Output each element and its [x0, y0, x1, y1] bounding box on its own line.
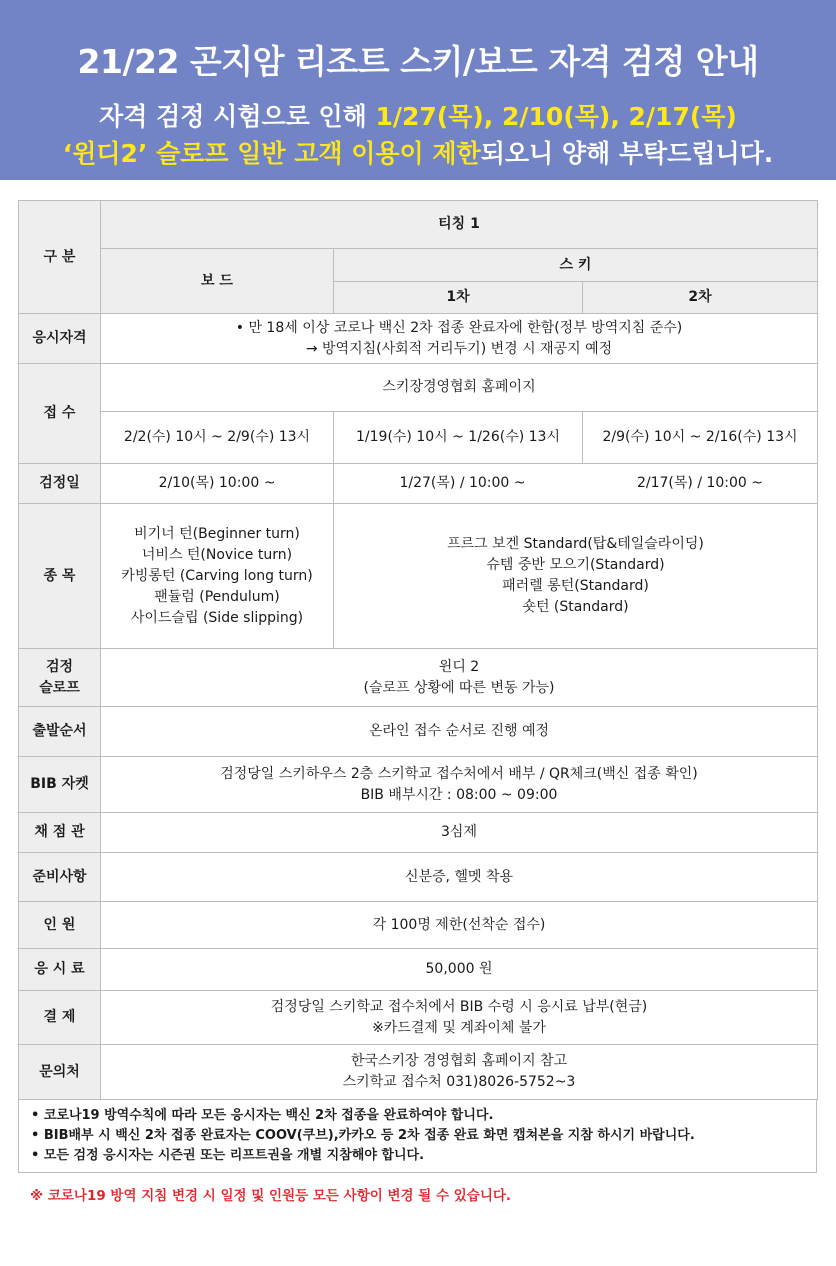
page-title: 21/22 곤지암 리조트 스키/보드 자격 검정 안내 [77, 42, 759, 81]
notice-restriction: ‘윈디2’ 슬로프 일반 고객 이용이 제한 [62, 139, 481, 168]
contact-line-2: 스키학교 접수처 031)8026-5752~3 [342, 1074, 576, 1090]
contact-line-1: 한국스키장 경영협회 홈페이지 참고 [350, 1053, 568, 1069]
ski-round-1-header: 1차 [334, 282, 583, 314]
judges-label: 채 점 관 [19, 813, 101, 853]
ski-round-2-header: 2차 [583, 282, 818, 314]
preparation-label: 준비사항 [19, 853, 101, 902]
slope-label-line-2: 슬로프 [39, 679, 80, 696]
start-order-label: 출발순서 [19, 707, 101, 757]
exam-date-ski-2: 2/17(목) / 10:00 ~ [636, 475, 764, 491]
note-3: • 모든 검정 응시자는 시즌권 또는 리프트권을 개별 지참해야 합니다. [31, 1148, 425, 1163]
notice-line-2-suffix: 되오니 양해 부탁드립니다. [480, 139, 774, 168]
exam-date-label: 검정일 [19, 464, 101, 504]
event-ski-4: 숏턴 (Standard) [522, 599, 629, 615]
contact-label: 문의처 [19, 1045, 101, 1100]
eligibility-label: 응시자격 [19, 314, 101, 364]
event-ski-1: 프르그 보겐 Standard(탑&테일슬라이딩) [447, 536, 704, 552]
slope-name: 윈디 2 [438, 658, 480, 675]
slope-label [19, 649, 101, 707]
registration-label: 접 수 [19, 364, 101, 464]
preparation-value: 신분증, 헬멧 착용 [101, 853, 818, 902]
slope-label-line-1: 검정 [45, 658, 74, 675]
notes-box [18, 1100, 817, 1173]
exam-date-ski-1: 1/27(목) / 10:00 ~ [399, 475, 526, 491]
events-ski [334, 504, 818, 649]
event-ski-3: 패러렐 롱턴(Standard) [502, 578, 649, 594]
exam-date-ski [334, 464, 818, 504]
exam-date-board: 2/10(목) 10:00 ~ [101, 464, 334, 504]
fee-label: 응 시 료 [19, 949, 101, 991]
event-board-4: 팬듈럼 (Pendulum) [154, 588, 280, 605]
capacity-value: 각 100명 제한(선착순 접수) [101, 902, 818, 949]
exam-info-table [18, 200, 818, 1100]
payment-value [101, 991, 818, 1045]
registration-board: 2/2(수) 10시 ~ 2/9(수) 13시 [101, 412, 334, 464]
event-board-5: 사이드슬립 (Side slipping) [130, 609, 304, 626]
notice-line-1 [0, 97, 836, 133]
category-label: 구 분 [19, 201, 101, 314]
fee-value: 50,000 원 [101, 949, 818, 991]
eligibility-line-2: → 방역지침(사회적 거리두기) 변경 시 재공지 예정 [305, 340, 613, 357]
judges-value: 3심제 [101, 813, 818, 853]
bib-value [101, 757, 818, 813]
payment-line-2: ※카드결제 및 계좌이체 불가 [372, 1019, 546, 1036]
events-board [101, 504, 334, 649]
header-banner [0, 0, 836, 180]
contact-value [101, 1045, 818, 1100]
event-ski-2: 슈템 중반 모으기(Standard) [486, 557, 665, 573]
event-board-1: 비기너 턴(Beginner turn) [134, 525, 300, 542]
payment-label: 결 제 [19, 991, 101, 1045]
eligibility-value [101, 314, 818, 364]
bib-label: BIB 자켓 [19, 757, 101, 813]
event-board-2: 너비스 턴(Novice turn) [141, 546, 293, 563]
start-order-value: 온라인 접수 순서로 진행 예정 [101, 707, 818, 757]
capacity-label: 인 원 [19, 902, 101, 949]
eligibility-line-1: • 만 18세 이상 코로나 백신 2차 접종 완료자에 한함(정부 방역지침 준수) [235, 319, 683, 336]
notice-line-1-prefix: 자격 검정 시험으로 인해 [99, 102, 376, 131]
ski-header: 스 키 [334, 249, 818, 282]
bib-line-2: BIB 배부시간 : 08:00 ~ 09:00 [360, 786, 558, 803]
registration-site: 스키장경영협회 홈페이지 [101, 364, 818, 412]
registration-ski-2: 2/9(수) 10시 ~ 2/16(수) 13시 [583, 412, 818, 464]
change-warning: ※ 코로나19 방역 지침 변경 시 일정 및 인원등 모든 사항이 변경 될 수 있습니다. [30, 1188, 512, 1204]
notice-line-2 [0, 134, 836, 170]
payment-line-1: 검정당일 스키학교 접수처에서 BIB 수령 시 응시료 납부(현금) [270, 998, 648, 1015]
note-1: • 코로나19 방역수칙에 따라 모든 응시자는 백신 2차 접종을 완료하여야 합니다. [31, 1108, 494, 1123]
note-2: • BIB배부 시 백신 2차 접종 완료자는 COOV(쿠브),카카오 등 2차 접종 완료 화면 캡쳐본을 지참 하시기 바랍니다. [31, 1128, 695, 1143]
registration-ski-1: 1/19(수) 10시 ~ 1/26(수) 13시 [334, 412, 583, 464]
event-board-3: 카빙롱턴 (Carving long turn) [121, 567, 313, 584]
slope-note: (슬로프 상황에 따른 변동 가능) [363, 679, 555, 696]
board-header: 보 드 [101, 249, 334, 314]
slope-value [101, 649, 818, 707]
teaching-level: 티칭 1 [101, 201, 818, 249]
notice-dates: 1/27(목), 2/10(목), 2/17(목) [375, 102, 737, 131]
bib-line-1: 검정당일 스키하우스 2층 스키학교 접수처에서 배부 / QR체크(백신 접종 확인) [220, 765, 698, 782]
events-label: 종 목 [19, 504, 101, 649]
